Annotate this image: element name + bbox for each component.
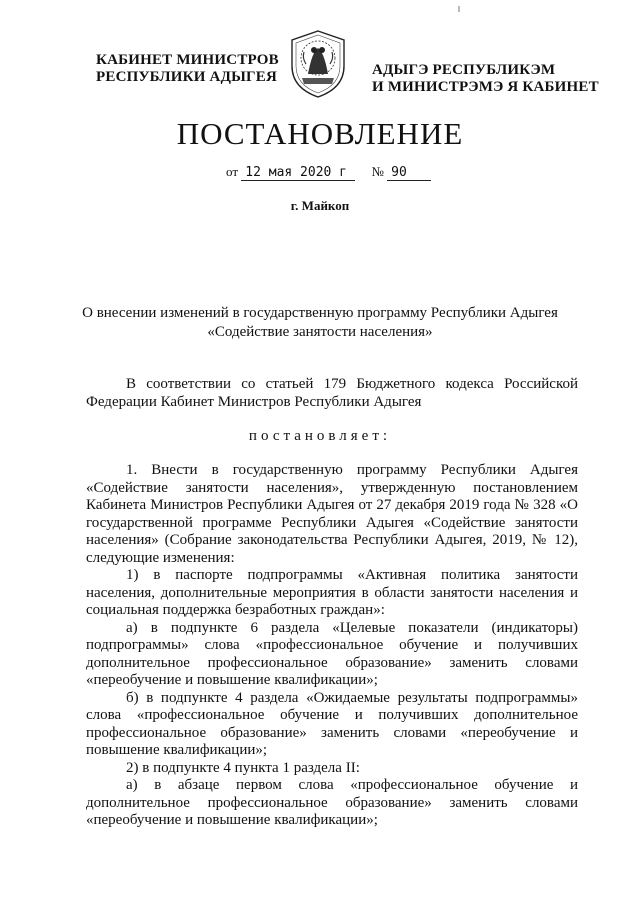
paragraph-4: б) в подпункте 4 раздела «Ожидаемые результаты подпрограммы» слова «профессиональное обучение и получивших дополнительное профессиональное образование» заменить словами «переобучение и повышение квалификации»;	[86, 689, 578, 758]
paragraph-3: а) в подпункте 6 раздела «Целевые показатели (индикаторы) подпрограммы» слова «профессиональное обучение и получивших дополнительное профессиональное образование» заменить словами «переобучение и повышение квалификации»;	[86, 619, 578, 688]
date-prefix: от	[226, 164, 239, 179]
number-sign: №	[371, 164, 384, 179]
document-subject	[60, 304, 580, 342]
dateline	[226, 164, 431, 181]
paragraph-5: 2) в подпункте 4 пункта 1 раздела II:	[126, 759, 360, 776]
subject-line1: О внесении изменений в государственную программу Республики Адыгея	[82, 305, 558, 321]
paragraph-6: а) в абзаце первом слова «профессиональное обучение и дополнительное профессиональное образование» заменить словами «переобучение и повышение квалификации»;	[86, 777, 578, 828]
paragraph-2: 1) в паспорте подпрограммы «Активная политика занятости населения, дополнительные мероприятия в области занятости населения и социальная поддержка безработных граждан»:	[86, 567, 578, 618]
date-value: 12 мая 2020 г	[241, 165, 355, 181]
header-left-line1: КАБИНЕТ МИНИСТРОВ	[96, 52, 279, 68]
header-right-line2: И МИНИСТРЭМЭ Я КАБИНЕТ	[372, 79, 599, 95]
decree-word: постановляет:	[248, 428, 392, 444]
document-title: ПОСТАНОВЛЕНИЕ	[176, 116, 464, 151]
header-left-organization	[96, 52, 279, 86]
city: г. Майкоп	[290, 198, 350, 213]
scan-artifact	[458, 6, 460, 12]
main-text	[86, 462, 578, 830]
header-left-line2: РЕСПУБЛИКИ АДЫГЕЯ	[96, 69, 278, 85]
document-number: 90	[387, 165, 431, 181]
header-right-organization	[372, 62, 599, 96]
coat-of-arms-emblem-icon	[284, 28, 352, 100]
preamble	[86, 376, 578, 411]
paragraph-1: 1. Внести в государственную программу Республики Адыгея «Содействие занятости населения», утвержденную постановлением Кабинета Министров Республики Адыгея от 27 декабря 2019 года № 328 «О государственной программе Республики Адыгея «Содействие занятости населения» (Собрание законодательства Республики Адыгея, 2019, № 12), следующие изменения:	[86, 462, 578, 566]
subject-line2: «Содействие занятости населения»	[207, 324, 433, 340]
header-right-line1: АДЫГЭ РЕСПУБЛИКЭМ	[372, 62, 556, 78]
preamble-paragraph: В соответствии со статьей 179 Бюджетного кодекса Российской Федерации Кабинет Министров Республики Адыгея	[86, 376, 578, 410]
